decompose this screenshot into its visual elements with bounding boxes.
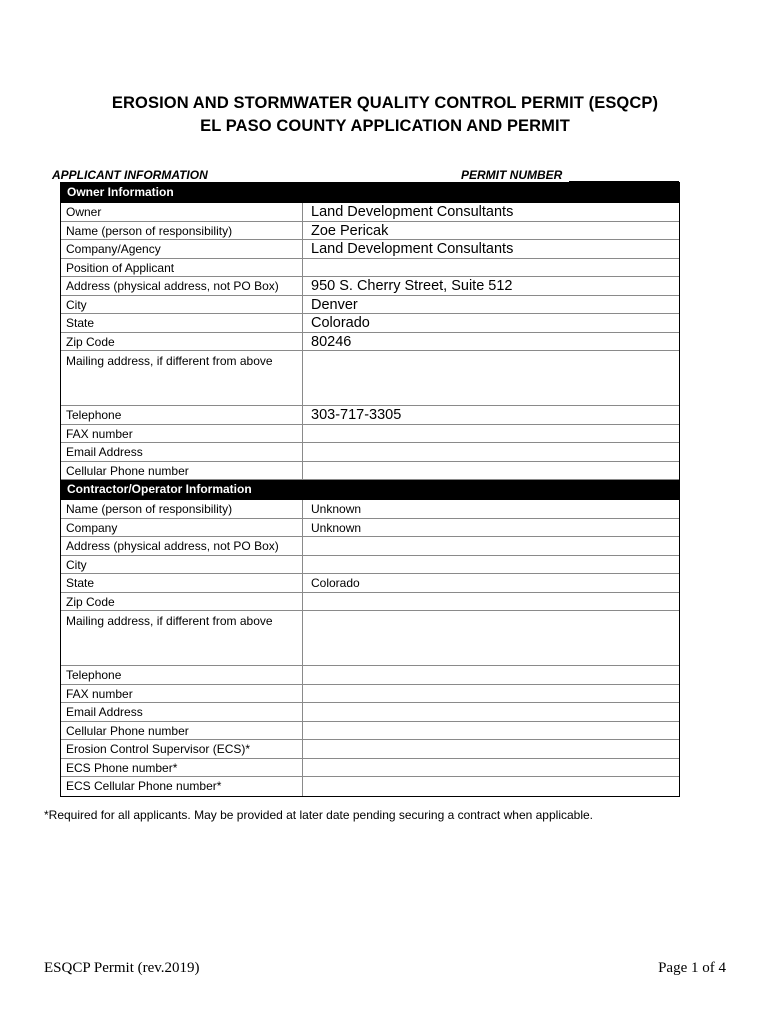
contractor-telephone-field[interactable] bbox=[303, 666, 679, 684]
field-label: Zip Code bbox=[61, 593, 303, 611]
owner-row-owner bbox=[61, 203, 679, 222]
contractor-state-field[interactable]: Colorado bbox=[311, 576, 360, 590]
field-label: State bbox=[61, 574, 303, 592]
field-label: Company bbox=[61, 519, 303, 537]
owner-row-city bbox=[61, 296, 679, 315]
field-label: FAX number bbox=[61, 685, 303, 703]
contractor-row-name bbox=[61, 500, 679, 519]
field-label: Name (person of responsibility) bbox=[61, 500, 303, 518]
field-label: State bbox=[61, 314, 303, 332]
field-label: Name (person of responsibility) bbox=[61, 222, 303, 240]
owner-row-state bbox=[61, 314, 679, 333]
ecs-phone-field[interactable] bbox=[303, 759, 679, 777]
field-label: ECS Phone number* bbox=[61, 759, 303, 777]
owner-state-field[interactable]: Colorado bbox=[311, 315, 370, 331]
contractor-row-ecs bbox=[61, 740, 679, 759]
document-subtitle: EL PASO COUNTY APPLICATION AND PERMIT bbox=[200, 117, 570, 135]
owner-city-field[interactable]: Denver bbox=[311, 296, 358, 313]
owner-cell-field[interactable] bbox=[303, 462, 679, 480]
field-label: Zip Code bbox=[61, 333, 303, 351]
contractor-zip-field[interactable] bbox=[303, 593, 679, 611]
field-label: ECS Cellular Phone number* bbox=[61, 777, 303, 796]
contractor-cell-field[interactable] bbox=[303, 722, 679, 740]
contractor-name-field[interactable]: Unknown bbox=[311, 502, 362, 516]
field-label: Address (physical address, not PO Box) bbox=[61, 537, 303, 555]
field-label: City bbox=[61, 556, 303, 574]
owner-row-address bbox=[61, 277, 679, 296]
field-label: FAX number bbox=[61, 425, 303, 443]
ecs-field[interactable] bbox=[303, 740, 679, 758]
contractor-city-field[interactable] bbox=[303, 556, 679, 574]
field-label: Mailing address, if different from above bbox=[61, 351, 303, 405]
owner-information-header: Owner Information bbox=[61, 183, 679, 203]
owner-zip-field[interactable]: 80246 bbox=[311, 333, 352, 350]
owner-row-company bbox=[61, 240, 679, 259]
field-label: Owner bbox=[61, 203, 303, 221]
permit-number-label: PERMIT NUMBER bbox=[461, 168, 563, 182]
owner-row-cell bbox=[61, 462, 679, 481]
contractor-fax-field[interactable] bbox=[303, 685, 679, 703]
owner-row-name bbox=[61, 222, 679, 241]
owner-field[interactable]: Land Development Consultants bbox=[311, 204, 514, 220]
field-label: Cellular Phone number bbox=[61, 462, 303, 480]
contractor-row-mailing bbox=[61, 611, 679, 666]
field-label: Position of Applicant bbox=[61, 259, 303, 277]
contractor-information-header: Contractor/Operator Information bbox=[61, 480, 679, 500]
required-footnote: *Required for all applicants. May be provided at later date pending securing a contract when applicable. bbox=[44, 808, 593, 822]
contractor-address-field[interactable] bbox=[303, 537, 679, 555]
owner-row-telephone bbox=[61, 406, 679, 425]
contractor-row-state bbox=[61, 574, 679, 593]
field-label: Cellular Phone number bbox=[61, 722, 303, 740]
contractor-row-telephone bbox=[61, 666, 679, 685]
application-form-table bbox=[60, 182, 680, 797]
contractor-row-cell bbox=[61, 722, 679, 741]
field-label: Email Address bbox=[61, 443, 303, 461]
owner-row-email bbox=[61, 443, 679, 462]
contractor-row-ecs-cell bbox=[61, 777, 679, 796]
field-label: Erosion Control Supervisor (ECS)* bbox=[61, 740, 303, 758]
contractor-row-fax bbox=[61, 685, 679, 704]
owner-row-mailing bbox=[61, 351, 679, 406]
field-label: Telephone bbox=[61, 406, 303, 424]
owner-telephone-field[interactable]: 303-717-3305 bbox=[311, 407, 402, 423]
contractor-company-field[interactable]: Unknown bbox=[311, 520, 362, 535]
ecs-cell-field[interactable] bbox=[303, 777, 679, 796]
owner-fax-field[interactable] bbox=[303, 425, 679, 443]
applicant-information-heading: APPLICANT INFORMATION bbox=[52, 168, 208, 182]
owner-row-position bbox=[61, 259, 679, 278]
contractor-row-ecs-phone bbox=[61, 759, 679, 778]
owner-company-field[interactable]: Land Development Consultants bbox=[311, 241, 514, 257]
field-label: City bbox=[61, 296, 303, 314]
owner-mailing-field[interactable] bbox=[303, 351, 679, 405]
field-label: Address (physical address, not PO Box) bbox=[61, 277, 303, 295]
owner-row-fax bbox=[61, 425, 679, 444]
owner-name-field[interactable]: Zoe Pericak bbox=[311, 222, 389, 239]
contractor-row-company bbox=[61, 519, 679, 538]
footer-form-revision: ESQCP Permit (rev.2019) bbox=[44, 960, 200, 976]
owner-row-zip bbox=[61, 333, 679, 352]
contractor-email-field[interactable] bbox=[303, 703, 679, 721]
owner-position-field[interactable] bbox=[303, 259, 679, 277]
footer-page-number: Page 1 of 4 bbox=[658, 960, 726, 976]
owner-email-field[interactable] bbox=[303, 443, 679, 461]
field-label: Email Address bbox=[61, 703, 303, 721]
owner-address-field[interactable]: 950 S. Cherry Street, Suite 512 bbox=[311, 278, 513, 294]
document-title: EROSION AND STORMWATER QUALITY CONTROL PERMIT (ESQCP) bbox=[111, 94, 659, 112]
contractor-row-zip bbox=[61, 593, 679, 612]
field-label: Telephone bbox=[61, 666, 303, 684]
contractor-mailing-field[interactable] bbox=[303, 611, 679, 665]
field-label: Mailing address, if different from above bbox=[61, 611, 303, 665]
contractor-row-email bbox=[61, 703, 679, 722]
contractor-row-address bbox=[61, 537, 679, 556]
contractor-row-city bbox=[61, 556, 679, 575]
field-label: Company/Agency bbox=[61, 240, 303, 258]
